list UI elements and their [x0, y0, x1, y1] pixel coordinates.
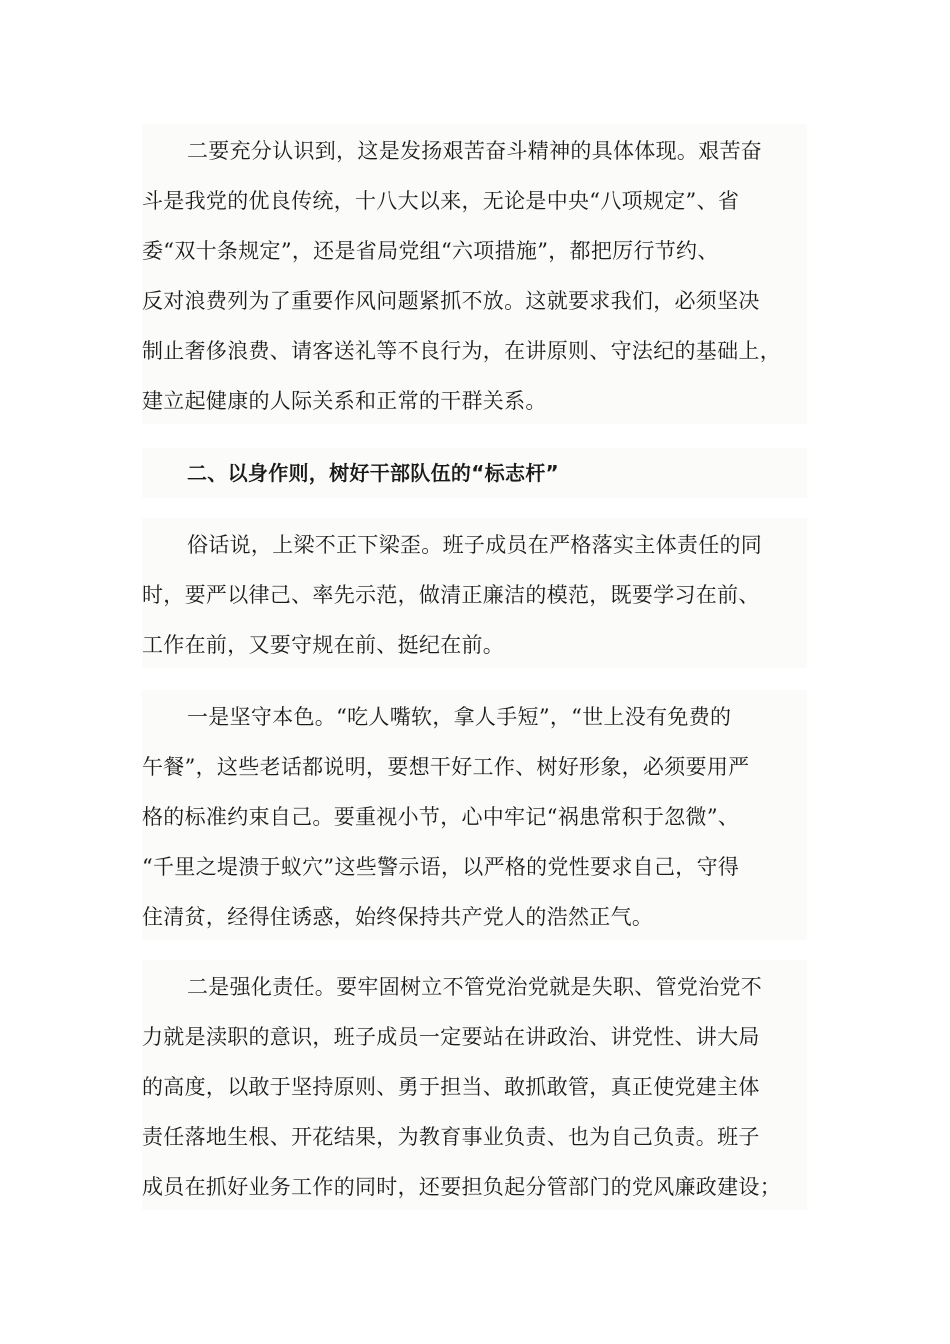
section-heading — [142, 448, 807, 498]
paragraph-line: 午餐”，这些老话都说明，要想干好工作、树好形象，必须要用严 — [142, 755, 750, 779]
paragraph-3 — [142, 690, 807, 940]
paragraph-line: 斗是我党的优良传统，十八大以来，无论是中央“八项规定”、省 — [142, 189, 740, 213]
paragraph-line: 建立起健康的人际关系和正常的干群关系。 — [142, 389, 547, 413]
paragraph-2 — [142, 518, 807, 668]
paragraph-line: 的高度，以敢于坚持原则、勇于担当、敢抓敢管，真正使党建主体 — [142, 1075, 760, 1099]
paragraph-4 — [142, 960, 807, 1210]
paragraph-line: 反对浪费列为了重要作风问题紧抓不放。这就要求我们，必须坚决 — [142, 289, 760, 313]
paragraph-line: 二要充分认识到，这是发扬艰苦奋斗精神的具体体现。艰苦奋 — [187, 139, 763, 163]
paragraph-line: 制止奢侈浪费、请客送礼等不良行为，在讲原则、守法纪的基础上， — [142, 339, 781, 363]
paragraph-line: 俗话说，上梁不正下梁歪。班子成员在严格落实主体责任的同 — [187, 533, 763, 557]
paragraph-line: 成员在抓好业务工作的同时，还要担负起分管部门的党风廉政建设； — [142, 1175, 781, 1199]
paragraph-1 — [142, 124, 807, 424]
paragraph-line: 格的标准约束自己。要重视小节，心中牢记“祸患常积于忽微”、 — [142, 805, 740, 829]
paragraph-line: “千里之堤溃于蚁穴”这些警示语，以严格的党性要求自己，守得 — [142, 855, 740, 879]
paragraph-line: 委“双十条规定”，还是省局党组“六项措施”，都把厉行节约、 — [142, 239, 719, 263]
section-heading-text: 二、以身作则，树好干部队伍的“标志杆” — [187, 461, 559, 485]
paragraph-line: 二是强化责任。要牢固树立不管党治党就是失职、管党治党不 — [187, 975, 763, 999]
paragraph-line: 责任落地生根、开花结果，为教育事业负责、也为自己负责。班子 — [142, 1125, 760, 1149]
paragraph-line: 住清贫，经得住诱惑，始终保持共产党人的浩然正气。 — [142, 905, 654, 929]
paragraph-line: 时，要严以律己、率先示范，做清正廉洁的模范，既要学习在前、 — [142, 583, 760, 607]
paragraph-line: 力就是渎职的意识，班子成员一定要站在讲政治、讲党性、讲大局 — [142, 1025, 760, 1049]
paragraph-line: 工作在前，又要守规在前、挺纪在前。 — [142, 633, 505, 657]
paragraph-line: 一是坚守本色。“吃人嘴软，拿人手短”，“世上没有免费的 — [187, 705, 732, 729]
